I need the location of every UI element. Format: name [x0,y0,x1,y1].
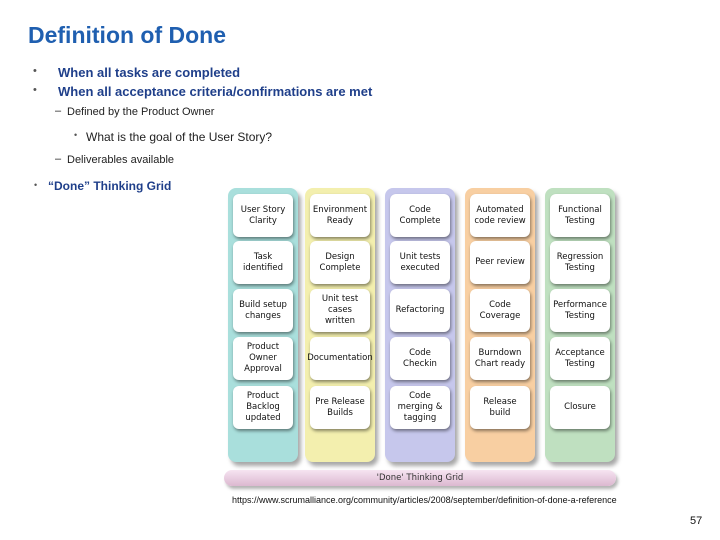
grid-cell: Refactoring [390,289,450,332]
dash-marker: – [55,153,62,165]
source-link[interactable]: https://www.scrumalliance.org/community/articles/2008/september/definition-of-done-a-reference [232,495,617,505]
grid-cell: Task identified [233,241,293,284]
bullet-thinking-grid [34,179,172,193]
page-number: 57 [690,515,703,527]
bullet-acceptance-criteria [33,84,373,99]
bullet-text: When all tasks are completed [58,65,241,80]
sub-item-question [74,130,273,144]
grid-cell: Environment Ready [310,194,370,237]
grid-cell: Product Backlog updated [233,386,293,429]
grid-cell: Build setup changes [233,289,293,332]
grid-cell: Burndown Chart ready [470,337,530,380]
slide-title: Definition of Done [28,22,227,48]
grid-cell: Regression Testing [550,241,610,284]
grid-column [305,188,375,462]
grid-cell: Release build [470,386,530,429]
grid-cell: Performance Testing [550,289,610,332]
bullet-text: When all acceptance criteria/confirmations are met [58,84,373,99]
grid-cell: Code Coverage [470,289,530,332]
grid-cell: Functional Testing [550,194,610,237]
grid-cell: Code Complete [390,194,450,237]
grid-cell: User Story Clarity [233,194,293,237]
grid-cell: Code Checkin [390,337,450,380]
grid-cell: Unit test cases written [310,289,370,332]
sub-item-deliverables [55,153,175,166]
grid-cell: Closure [550,386,610,429]
bullet-marker: • [34,180,38,190]
bullet-marker: • [33,65,37,77]
grid-cell: Pre Release Builds [310,386,370,429]
grid-cell: Product Owner Approval [233,337,293,380]
sub-item-text: Deliverables available [67,154,175,166]
grid-column [465,188,535,462]
grid-cell: Peer review [470,241,530,284]
grid-cell: Code merging & tagging [390,386,450,429]
grid-cell: Automated code review [470,194,530,237]
grid-caption: 'Done' Thinking Grid [224,470,616,486]
bullet-marker: • [33,84,37,96]
grid-cell: Design Complete [310,241,370,284]
grid-cell: Documentation [310,337,370,380]
grid-cell: Unit tests executed [390,241,450,284]
sub-item-defined-by [55,105,215,118]
grid-column [545,188,615,462]
sub-item-text: Defined by the Product Owner [67,106,215,118]
grid-column [228,188,298,462]
grid-cell: Acceptance Testing [550,337,610,380]
sub-item-text: What is the goal of the User Story? [86,130,273,144]
bullet-tasks-completed [33,65,241,80]
dash-marker: – [55,105,62,117]
grid-column [385,188,455,462]
bullet-text: “Done” Thinking Grid [48,179,172,193]
bullet-marker: • [74,130,78,140]
